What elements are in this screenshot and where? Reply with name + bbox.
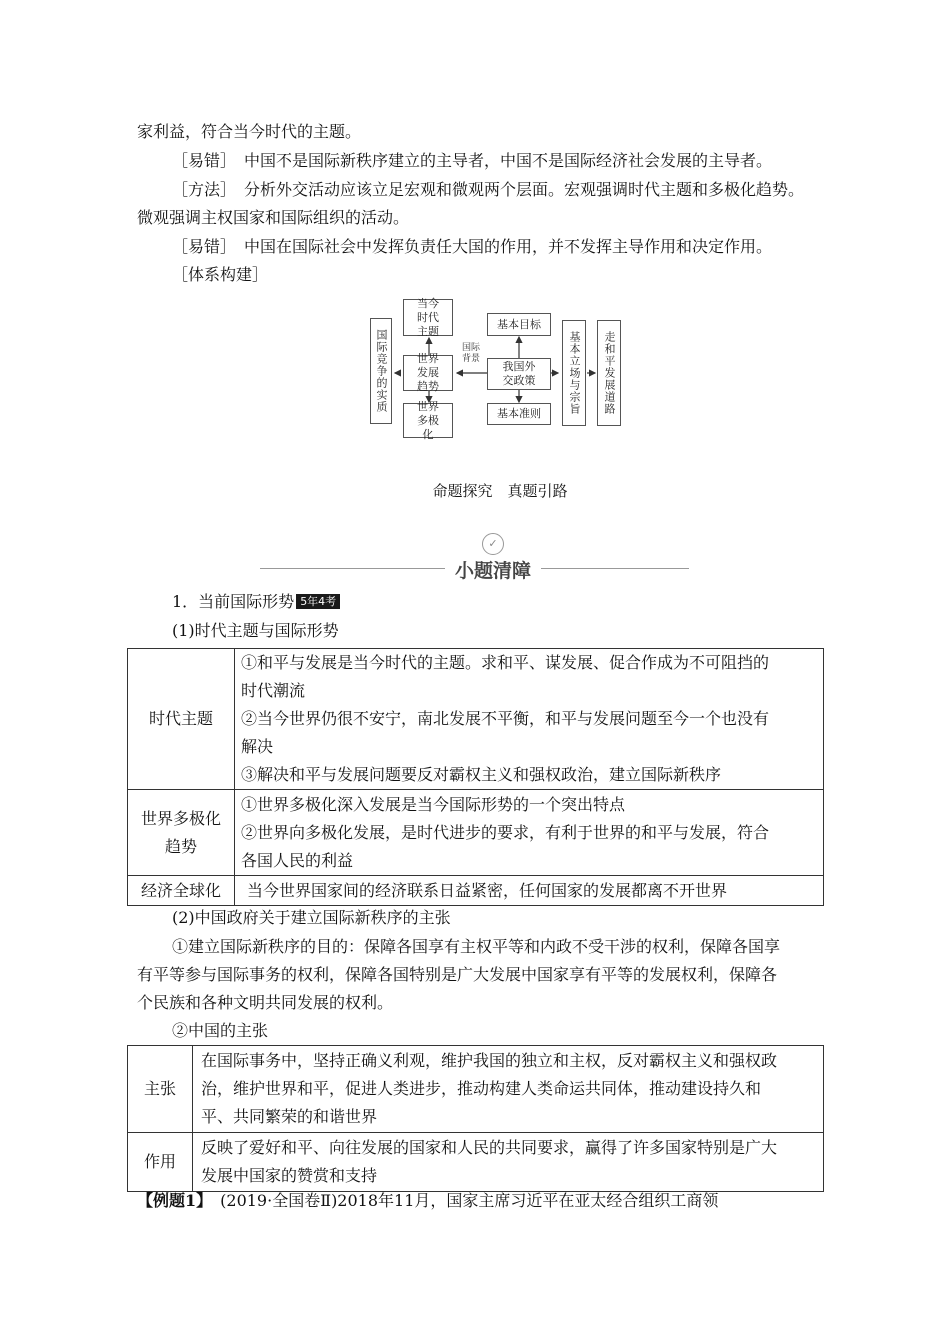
fangfa-note-cont: 微观强调主权国家和国际组织的活动。 (137, 208, 410, 227)
row-content (235, 876, 824, 906)
table-china-stance (127, 1045, 824, 1192)
box-heping-daolu: 走和平发展道路 (597, 320, 621, 426)
row-line: 各国人民的利益 (241, 850, 354, 870)
table-row (128, 649, 824, 790)
table-row (128, 1046, 824, 1133)
concept-diagram (360, 290, 630, 440)
table-row (128, 790, 824, 876)
row-head (128, 790, 235, 876)
row-line: 平、共同繁荣的和谐世界 (201, 1107, 378, 1126)
box-shijie-duoji: 世界多极化 (403, 403, 453, 438)
box-waijiao-zhengce: 我国外交政策 (487, 358, 551, 390)
box-lichang-zongzhi: 基本立场与宗旨 (562, 320, 586, 426)
row-line: 发展中国家的赞赏和支持 (201, 1166, 378, 1185)
yicuo-note-2: ［易错］ 中国在国际社会中发挥负责任大国的作用，并不发挥主导作用和决定作用。 (172, 237, 773, 256)
row-head-label: 世界多极化 (140, 808, 221, 828)
tixi-heading: ［体系构建］ (172, 265, 269, 284)
yicuo-note-1: ［易错］ 中国不是国际新秩序建立的主导者，中国不是国际经济社会发展的主导者。 (172, 151, 773, 170)
row-head (128, 876, 235, 906)
fangfa-note: ［方法］ 分析外交活动应该立足宏观和微观两个层面。宏观强调时代主题和多极化趋势。 (172, 180, 805, 199)
subsection-title: (1)时代主题与国际形势 (172, 621, 339, 640)
label-guoji-beijing: 国际背景 (461, 343, 480, 364)
row-content (193, 1133, 824, 1192)
example-line (137, 1190, 718, 1212)
exam-frequency-badge: 5年4考 (296, 594, 340, 609)
section-title: 1．当前国际形势 (172, 592, 295, 611)
row-head (128, 649, 235, 790)
row-head (128, 1133, 193, 1192)
table-row (128, 876, 824, 906)
subsection-title-2: (2)中国政府关于建立国际新秩序的主张 (172, 908, 451, 927)
row-line: 时代潮流 (241, 681, 306, 700)
row-head (128, 1046, 193, 1133)
row-line: 治，维护世界和平，促进人类进步，推动构建人类命运共同体，推动建设持久和 (201, 1079, 762, 1098)
banner-rule-right (541, 568, 689, 569)
paragraph-line: 有平等参与国际事务的权利，保障各国特别是广大发展中国家享有平等的发展权利，保障各 (137, 965, 778, 984)
table-row (128, 1133, 824, 1192)
banner-rule-left (260, 568, 445, 569)
row-line: 解决 (241, 737, 274, 756)
banner-title: 小题清障 (454, 560, 531, 582)
row-head-label: 经济全球化 (140, 880, 221, 900)
row-line: 反映了爱好和平、向往发展的国家和人民的共同要求，赢得了许多国家特别是广大 (201, 1138, 778, 1157)
box-jiben-mubiao: 基本目标 (487, 313, 551, 336)
box-shijie-fazhan: 世界发展趋势 (403, 355, 453, 391)
row-head-label: 主张 (143, 1079, 176, 1098)
paragraph-line: ①建立国际新秩序的目的：保障各国享有主权平等和内政不受干涉的权利，保障各国享 (172, 937, 781, 956)
row-line: ③解决和平与发展问题要反对霸权主义和强权政治，建立国际新秩序 (241, 765, 722, 784)
row-head-label: 作用 (143, 1152, 176, 1171)
section-heading (172, 591, 340, 613)
row-line: ①世界多极化深入发展是当今国际形势的一个突出特点 (241, 794, 626, 814)
box-shidai-zhuti: 当今时代主题 (403, 299, 453, 336)
example-label: 【例题1】 (137, 1191, 205, 1210)
intro-line: 家利益，符合当今时代的主题。 (137, 122, 362, 141)
row-content (193, 1046, 824, 1133)
box-jiben-zhunze: 基本准则 (487, 403, 551, 425)
china-stance-heading: ②中国的主张 (172, 1021, 269, 1040)
row-line: 当今世界国家间的经济联系日益紧密，任何国家的发展都离不开世界 (247, 880, 728, 900)
plane-icon: ✓ (482, 533, 504, 555)
row-line: ②世界向多极化发展，是时代进步的要求，有利于世界的和平与发展，符合 (241, 822, 770, 842)
row-line: ①和平与发展是当今时代的主题。求和平、谋发展、促合作成为不可阻挡的 (241, 653, 770, 672)
table-era-theme (127, 648, 824, 906)
paragraph-line: 个民族和各种文明共同发展的权利。 (137, 993, 394, 1012)
row-content (235, 790, 824, 876)
row-head-label: 时代主题 (148, 709, 213, 728)
box-guoji-jingzheng: 国际竞争的实质 (370, 318, 392, 424)
section-subtitle: 命题探究 真题引路 (432, 482, 568, 500)
row-content (235, 649, 824, 790)
example-text: (2019·全国卷Ⅱ)2018年11月，国家主席习近平在亚太经合组织工商领 (204, 1191, 719, 1210)
row-head-label: 趋势 (164, 836, 197, 856)
row-line: 在国际事务中，坚持正确义利观，维护我国的独立和主权，反对霸权主义和强权政 (201, 1051, 778, 1070)
row-line: ②当今世界仍很不安宁，南北发展不平衡，和平与发展问题至今一个也没有 (241, 709, 770, 728)
